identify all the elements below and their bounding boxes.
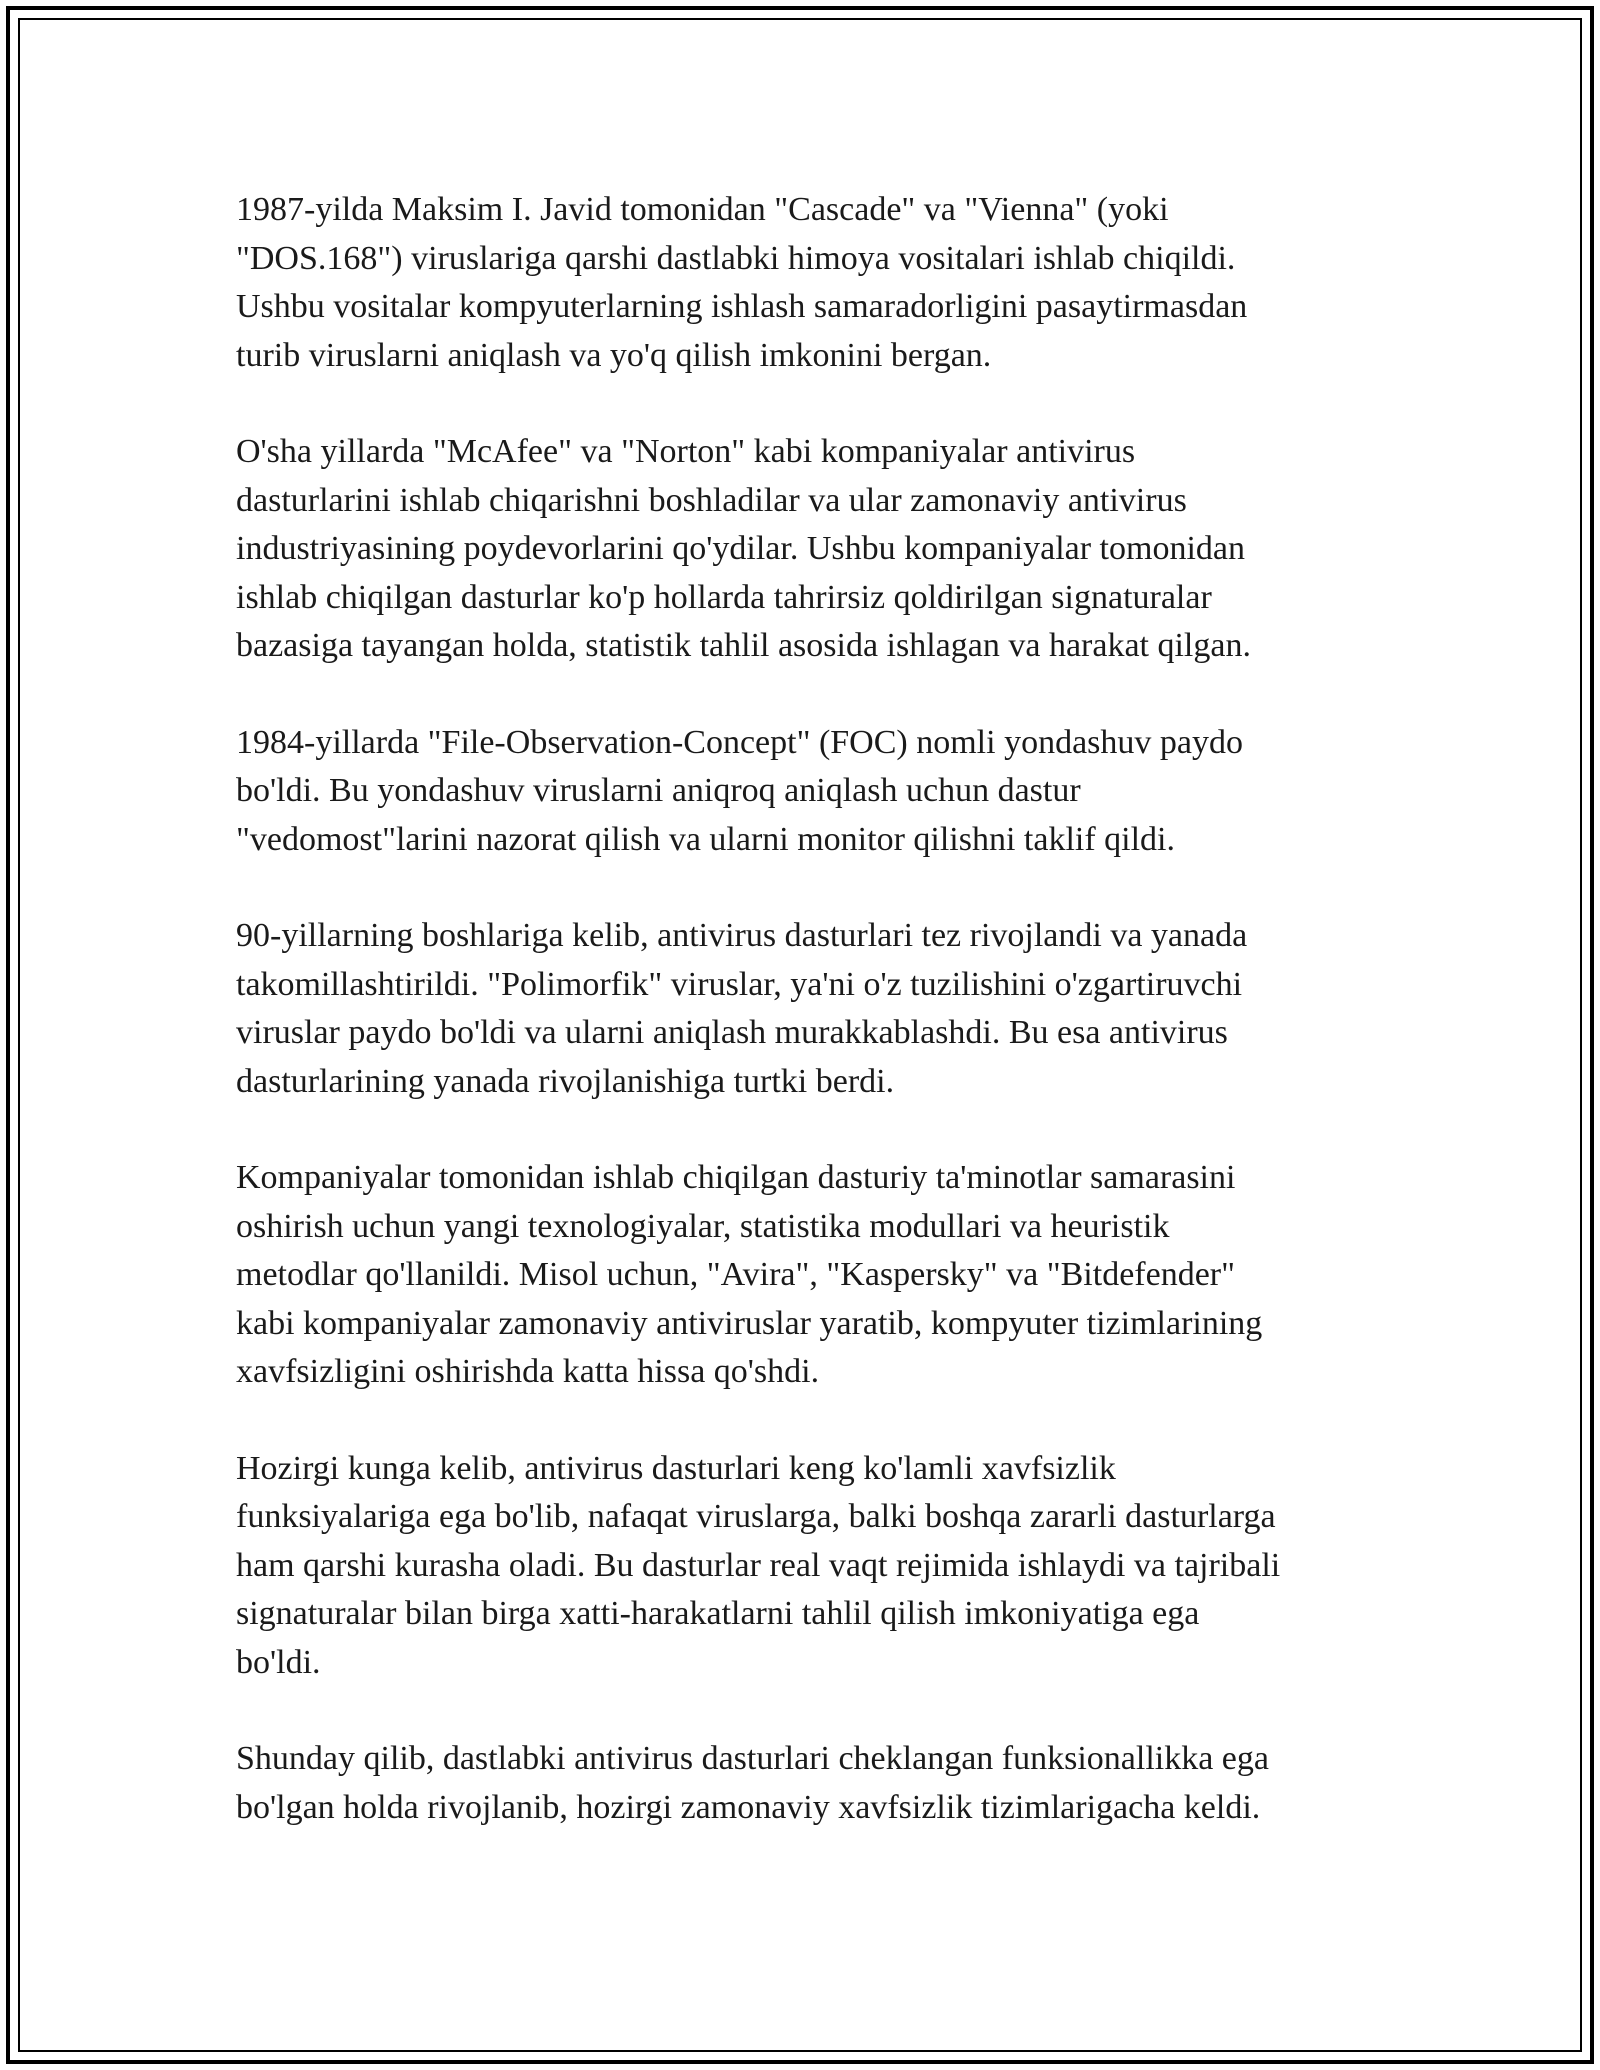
paragraph-6: Hozirgi kunga kelib, antivirus dasturlari keng ko'lamli xavfsizlik funksiyalariga ega bo'lib, nafaqat viruslarga, balki boshqa zararli dasturlarga ham qarshi kurasha oladi. Bu dasturlar real vaqt rejimida ishlaydi va tajribali signaturalar bilan birga xatti-harakatlarni tahlil qilish imkoniyatiga ega bo'ldi.: [236, 1449, 1281, 1681]
paragraph-5: Kompaniyalar tomonidan ishlab chiqilgan dasturiy ta'minotlar samarasini oshirish uchun yangi texnologiyalar, statistika modullari va heuristik metodlar qo'llanildi. Misol uchun, "Avira", "Kaspersky" va "Bitdefender" kabi kompaniyalar zamonaviy antiviruslar yaratib, kompyuter tizimlarining xavfsizligini oshirishda katta hissa qo'shdi.: [236, 1159, 1263, 1390]
paragraph-2: O'sha yillarda "McAfee" va "Norton" kabi kompaniyalar antivirus dasturlarini ishlab chiqarishni boshladilar va ular zamonaviy antivirus industriyasining poydevorlarini qo'ydilar. Ushbu kompaniyalar tomonidan ishlab chiqilgan dasturlar ko'p hollarda tahrirsiz qoldirilgan signaturalar bazasiga tayangan holda, statistik tahlil asosida ishlagan va harakat qilgan.: [236, 433, 1251, 664]
paragraph-1: 1987-yilda Maksim I. Javid tomonidan "Cascade" va "Vienna" (yoki "DOS.168") viruslariga qarshi dastlabki himoya vositalari ishlab chiqildi. Ushbu vositalar kompyuterlarning ishlash samaradorligini pasaytirmasdan turib viruslarni aniqlash va yo'q qilish imkonini bergan.: [236, 191, 1248, 374]
paragraph-7: Shunday qilib, dastlabki antivirus dasturlari cheklangan funksionallikka ega bo'lgan holda rivojlanib, hozirgi zamonaviy xavfsizlik tizimlarigacha keldi.: [236, 1740, 1269, 1826]
paragraph-4: 90-yillarning boshlariga kelib, antivirus dasturlari tez rivojlandi va yanada takomillashtirildi. "Polimorfik" viruslar, ya'ni o'z tuzilishini o'zgartiruvchi viruslar paydo bo'ldi va ularni aniqlash murakkablashdi. Bu esa antivirus dasturlarining yanada rivojlanishiga turtki berdi.: [236, 917, 1248, 1100]
document-body: [236, 186, 1386, 1880]
paragraph-3: 1984-yillarda "File-Observation-Concept" (FOC) nomli yondashuv paydo bo'ldi. Bu yondashuv viruslarni aniqroq aniqlash uchun dastur "vedomost"larini nazorat qilish va ularni monitor qilishni taklif qildi.: [236, 723, 1243, 858]
